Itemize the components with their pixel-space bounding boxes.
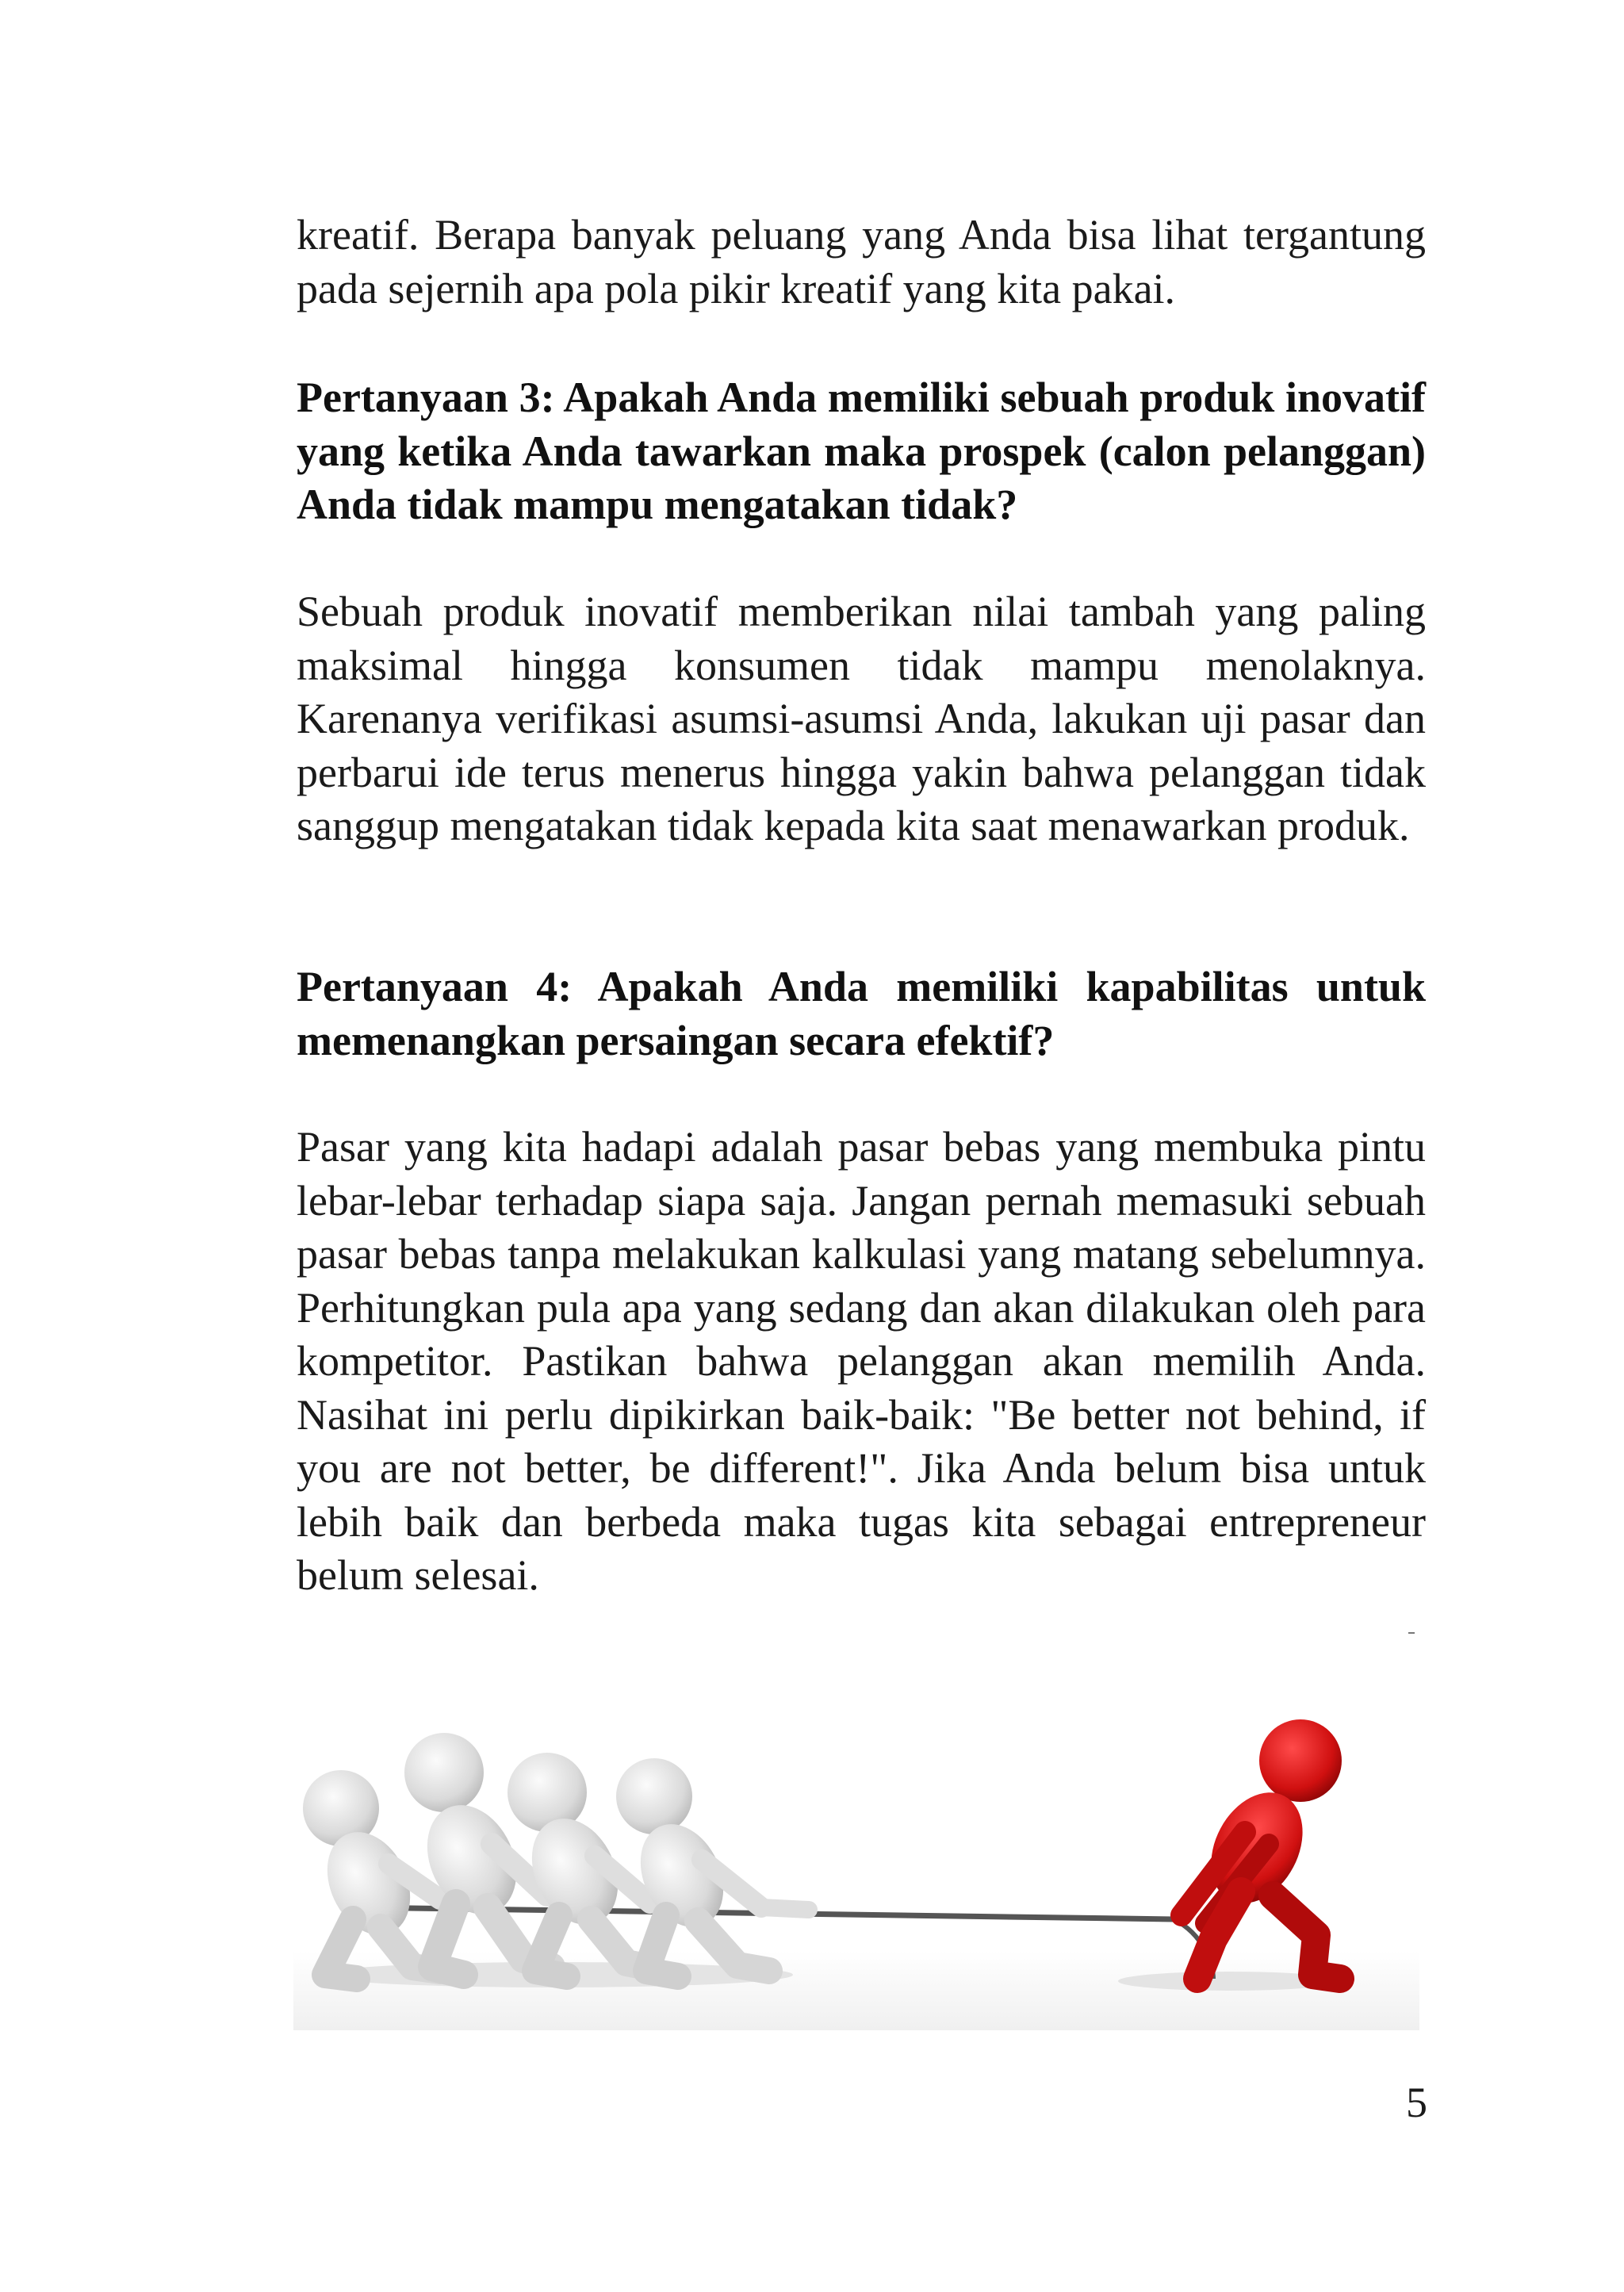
question-4-heading: Pertanyaan 4: Apakah Anda memiliki kapabilitas untuk memenangkan persaingan secara efektif? <box>297 963 1426 1064</box>
white-figure <box>616 1758 809 1976</box>
answer-4-paragraph: Pasar yang kita hadapi adalah pasar bebas yang membuka pintu lebar-lebar terhadap siapa saja. Jangan pernah memasuki sebuah pasar bebas tanpa melakukan kalkulasi yang matang sebelumnya. Perhitungkan pula apa yang sedang dan akan dilakukan oleh para kompetitor. Pastikan bahwa pelanggan akan memilih Anda. Nasihat ini perlu dipikirkan baik-baik: "Be better not behind, if you are not better, be different!". Jika Anda belum bisa untuk lebih baik dan berbeda maka tugas kita sebagai entrepreneur belum selesai. <box>297 1123 1426 1599</box>
dash-mark <box>1408 1632 1415 1634</box>
intro-paragraph: kreatif. Berapa banyak peluang yang Anda bisa lihat tergantung pada sejernih apa pola pikir kreatif yang kita pakai. <box>297 211 1426 312</box>
question-3-heading: Pertanyaan 3: Apakah Anda memiliki sebuah produk inovatif yang ketika Anda tawarkan maka prospek (calon pelanggan) Anda tidak mampu mengatakan tidak? <box>297 374 1426 528</box>
tug-of-war-illustration <box>293 1713 1419 2030</box>
red-figure <box>1182 1719 1342 1979</box>
answer-3-paragraph: Sebuah produk inovatif memberikan nilai tambah yang paling maksimal hingga konsumen tidak mampu menolaknya. Karenanya verifikasi asumsi-asumsi Anda, lakukan uji pasar dan perbarui ide terus menerus hingga yakin bahwa pelanggan tidak sanggup mengatakan tidak kepada kita saat menawarkan produk. <box>297 588 1426 849</box>
page-number: 5 <box>1406 2079 1427 2126</box>
